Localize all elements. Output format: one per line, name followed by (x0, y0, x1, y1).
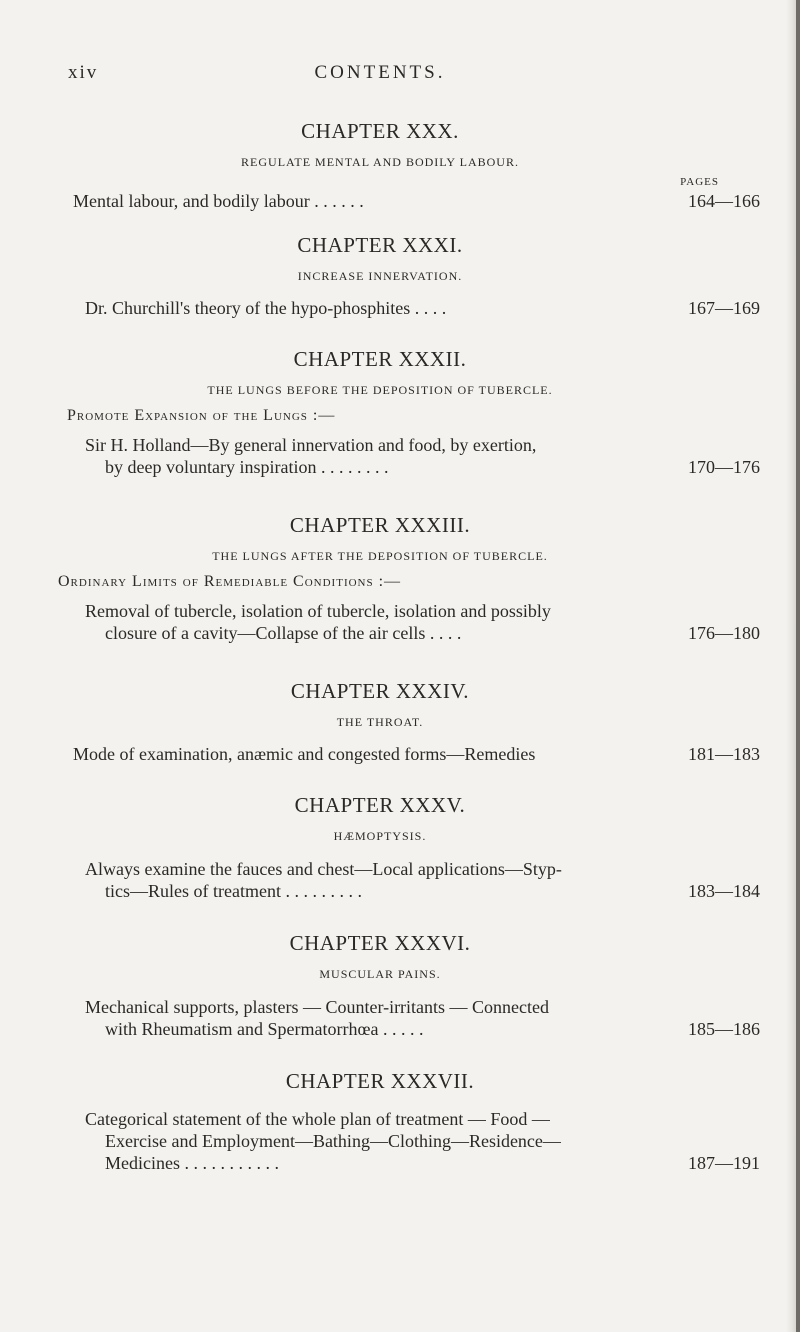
contents-entry (0, 190, 760, 212)
chapter-title: CHAPTER XXX. (301, 119, 459, 143)
chapter-subtitle: THE LUNGS BEFORE THE DEPOSITION OF TUBERCLE. (207, 383, 553, 397)
chapter-title: CHAPTER XXXV. (294, 793, 466, 817)
entry-text-line: with Rheumatism and Spermatorrhœa . . . . . (105, 1019, 424, 1039)
section-heading: Promote Expansion of the Lungs :— (67, 407, 336, 424)
entry-pages: 167—169 (688, 298, 760, 318)
entry-pages: 164—166 (688, 191, 760, 211)
chapter-37 (0, 1068, 760, 1174)
contents-entry (0, 743, 760, 765)
chapter-subtitle: REGULATE MENTAL AND BODILY LABOUR. (241, 155, 519, 169)
entry-text-line: Removal of tubercle, isolation of tubercle, isolation and possibly (85, 601, 551, 621)
chapter-title: CHAPTER XXXIII. (289, 513, 471, 537)
entry-pages: 170—176 (688, 457, 760, 477)
pages-column-label: PAGES (680, 176, 719, 188)
chapter-34 (0, 678, 760, 765)
chapter-33 (0, 512, 760, 644)
chapter-title: CHAPTER XXXVII. (285, 1069, 475, 1093)
chapter-30 (0, 118, 760, 212)
chapter-36 (0, 930, 760, 1040)
page-edge (796, 0, 800, 1332)
entry-pages: 187—191 (688, 1153, 760, 1173)
chapter-35 (0, 792, 760, 902)
contents-entry (0, 600, 760, 644)
entry-pages: 183—184 (688, 881, 760, 901)
chapter-subtitle: INCREASE INNERVATION. (297, 269, 463, 283)
entry-text-line: Exercise and Employment—Bathing—Clothing—Residence— (105, 1131, 561, 1151)
running-header (0, 62, 800, 84)
chapter-subtitle: THE THROAT. (336, 715, 424, 729)
entry-text-line: Mechanical supports, plasters — Counter-irritants — Connected (85, 997, 550, 1017)
contents-entry (0, 996, 760, 1040)
contents-entry (0, 434, 760, 478)
entry-text-line: Always examine the fauces and chest—Local applications—Styp- (85, 859, 562, 879)
chapter-title: CHAPTER XXXVI. (289, 931, 471, 955)
entry-text: Mode of examination, anæmic and congested forms—Remedies (73, 744, 536, 764)
page-number: xiv (68, 62, 99, 83)
chapter-title: CHAPTER XXXI. (297, 233, 463, 257)
entry-text-line: Medicines . . . . . . . . . . . (105, 1153, 279, 1173)
entry-text-line: closure of a cavity—Collapse of the air cells . . . . (105, 623, 462, 643)
chapter-subtitle: MUSCULAR PAINS. (319, 967, 441, 981)
entry-text-line: Categorical statement of the whole plan of treatment — Food — (85, 1109, 550, 1129)
entry-text: Dr. Churchill's theory of the hypo-phosphites . . . . (85, 298, 447, 318)
chapter-subtitle: HÆMOPTYSIS. (333, 829, 427, 843)
entry-text-line: Sir H. Holland—By general innervation and food, by exertion, (85, 435, 537, 455)
entry-text-line: tics—Rules of treatment . . . . . . . . . (105, 881, 362, 901)
chapter-31 (0, 232, 760, 319)
entry-pages: 185—186 (688, 1019, 760, 1039)
section-heading: Ordinary Limits of Remediable Conditions :— (58, 573, 402, 590)
entry-text-line: by deep voluntary inspiration . . . . . . . . (105, 457, 389, 477)
entry-pages: 181—183 (688, 744, 760, 764)
contents-entry (0, 858, 760, 902)
contents-entry (0, 1108, 760, 1174)
entry-pages: 176—180 (688, 623, 760, 643)
header-title: CONTENTS. (314, 62, 446, 83)
chapter-subtitle: THE LUNGS AFTER THE DEPOSITION OF TUBERCLE. (212, 549, 548, 563)
contents-entry (0, 297, 760, 319)
chapter-title: CHAPTER XXXII. (293, 347, 467, 371)
chapter-title: CHAPTER XXXIV. (290, 679, 470, 703)
entry-text: Mental labour, and bodily labour . . . . . . (73, 191, 364, 211)
chapter-32 (0, 346, 760, 478)
